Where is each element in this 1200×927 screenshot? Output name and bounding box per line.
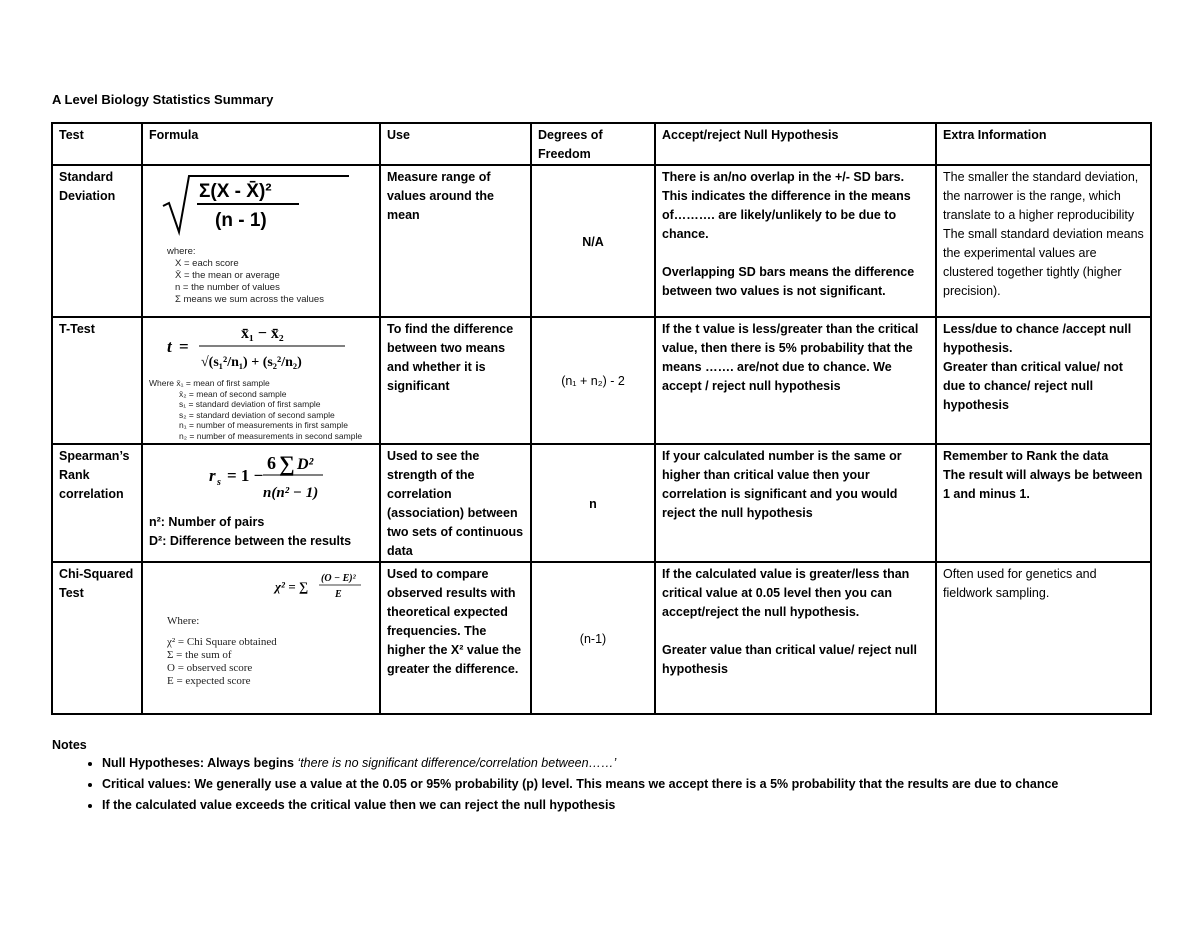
note-label: If the calculated value exceeds the critical value then we can reject the null hypothesis <box>102 798 616 812</box>
formula-legend <box>167 636 373 688</box>
legend-line: Σ = the sum of <box>167 649 232 661</box>
t-test-formula <box>149 320 369 372</box>
header-use: Use <box>380 123 531 165</box>
notes-heading: Notes <box>52 738 87 752</box>
svg-text:r: r <box>209 466 216 485</box>
legend-line: n₂ = number of measurements in second sample <box>179 430 363 441</box>
svg-text:x̄₁ − x̄₂: x̄₁ − x̄₂ <box>241 325 284 342</box>
legend-line: s₂ = standard deviation of second sample <box>179 409 335 420</box>
table-header-row <box>52 123 1151 165</box>
dof-value: (n-1) <box>531 562 655 714</box>
table-row <box>52 562 1151 714</box>
table-row <box>52 165 1151 317</box>
test-name: Chi-Squared Test <box>52 562 142 714</box>
legend-line: O = observed score <box>167 662 253 674</box>
svg-text:χ² = ∑: χ² = ∑ <box>275 579 309 594</box>
accept-text: If the calculated value is greater/less than critical value at 0.05 level then you can accept/reject the null hypothesis. Greater value than critical value/ reject null hypothesis <box>655 562 936 714</box>
formula-where: where: <box>167 246 196 257</box>
table-row <box>52 317 1151 444</box>
table-row <box>52 444 1151 562</box>
legend-line: s₁ = standard deviation of first sample <box>179 399 321 409</box>
extra-text: Remember to Rank the data The result will always be between 1 and minus 1. <box>936 444 1151 562</box>
formula-n2: n²: Number of pairs <box>149 515 265 529</box>
svg-text:t: t <box>167 337 172 356</box>
use-text: Measure range of values around the mean <box>380 165 531 317</box>
legend-line: Σ means we sum across the values <box>175 294 324 305</box>
formula-legend <box>149 378 373 441</box>
use-text: To find the difference between two means and whether it is significant <box>380 317 531 444</box>
legend-line: E = expected score <box>167 675 251 687</box>
formula-cell <box>142 562 380 714</box>
sd-formula <box>149 170 369 240</box>
legend-line: X̄ = the mean or average <box>175 270 280 281</box>
extra-text: Less/due to chance /accept null hypothesis. Greater than critical value/ not due to chance/ reject null hypothesis <box>936 317 1151 444</box>
note-label: Critical values: We generally use a value at the 0.05 or 95% probability (p) level. This means we accept there is a 5% probability that the results are due to chance <box>102 777 1059 791</box>
svg-text:D²: D² <box>297 456 314 473</box>
list-item <box>102 754 1058 773</box>
formula-cell <box>142 165 380 317</box>
legend-line: Where x̄₁ = mean of first sample <box>149 378 270 388</box>
svg-text:E: E <box>335 589 342 600</box>
accept-text: If your calculated number is the same or higher than critical value then your correlation is significant and you would reject the null hypothesis <box>655 444 936 562</box>
notes-section <box>52 738 1058 817</box>
list-item <box>102 775 1058 794</box>
formula-cell <box>142 317 380 444</box>
use-text: Used to compare observed results with theoretical expected frequencies. The higher the X² value the greater the difference. <box>380 562 531 714</box>
header-dof: Degrees of Freedom <box>531 123 655 165</box>
notes-list <box>52 754 1058 815</box>
list-item <box>102 796 1058 815</box>
svg-text:=: = <box>179 337 189 356</box>
note-label: Null Hypotheses: Always begins <box>102 756 298 770</box>
spearman-formula <box>149 447 369 507</box>
formula-legend <box>175 258 373 306</box>
note-italic: ‘there is no significant difference/correlation between……’ <box>297 756 617 770</box>
svg-text:(O − E)²: (O − E)² <box>321 573 356 584</box>
svg-text:= 1 −: = 1 − <box>227 466 264 485</box>
header-accept: Accept/reject Null Hypothesis <box>655 123 936 165</box>
chi-squared-formula <box>149 565 369 609</box>
formula-cell <box>142 444 380 562</box>
legend-line: χ² = Chi Square obtained <box>167 636 277 648</box>
svg-text:Σ(X - X̄)²: Σ(X - X̄)² <box>199 181 272 202</box>
svg-text:√(s₁²/n₁) + (s₂²/n₂): √(s₁²/n₁) + (s₂²/n₂) <box>201 355 302 370</box>
legend-line: n₁ = number of measurements in first sample <box>179 420 348 430</box>
svg-text:s: s <box>217 477 221 488</box>
extra-text: Often used for genetics and fieldwork sampling. <box>936 562 1151 714</box>
svg-text:∑: ∑ <box>279 451 295 476</box>
dof-value: (n₁ + n₂) - 2 <box>531 317 655 444</box>
page-title: A Level Biology Statistics Summary <box>52 92 274 107</box>
header-formula: Formula <box>142 123 380 165</box>
header-test: Test <box>52 123 142 165</box>
extra-text: The smaller the standard deviation, the narrower is the range, which translate to a higher reproducibility The small standard deviation means the experimental values are clustered together tightly (higher precision). <box>936 165 1151 317</box>
dof-value: n <box>531 444 655 562</box>
dof-value: N/A <box>531 165 655 317</box>
test-name: T-Test <box>52 317 142 444</box>
formula-d2: D²: Difference between the results <box>149 534 352 548</box>
legend-line: n = the number of values <box>175 282 280 293</box>
accept-text: There is an/no overlap in the +/- SD bars. This indicates the difference in the means of………. are likely/unlikely to be due to chance. Overlapping SD bars means the difference between two values is not significant. <box>655 165 936 317</box>
test-name: Standard Deviation <box>52 165 142 317</box>
use-text: Used to see the strength of the correlation (association) between two sets of continuous data <box>380 444 531 562</box>
test-name: Spearman’s Rank correlation <box>52 444 142 562</box>
legend-line: X = each score <box>175 258 239 269</box>
legend-line: x̄₂ = mean of second sample <box>179 388 287 399</box>
formula-where: Where: <box>167 615 200 627</box>
svg-text:(n - 1): (n - 1) <box>215 210 267 231</box>
header-extra: Extra Information <box>936 123 1151 165</box>
statistics-table <box>51 122 1152 715</box>
svg-text:n(n² − 1): n(n² − 1) <box>263 485 319 501</box>
accept-text: If the t value is less/greater than the critical value, then there is 5% probability that the means ……. are/not due to chance. We accept / reject null hypothesis <box>655 317 936 444</box>
svg-text:6: 6 <box>267 453 276 473</box>
